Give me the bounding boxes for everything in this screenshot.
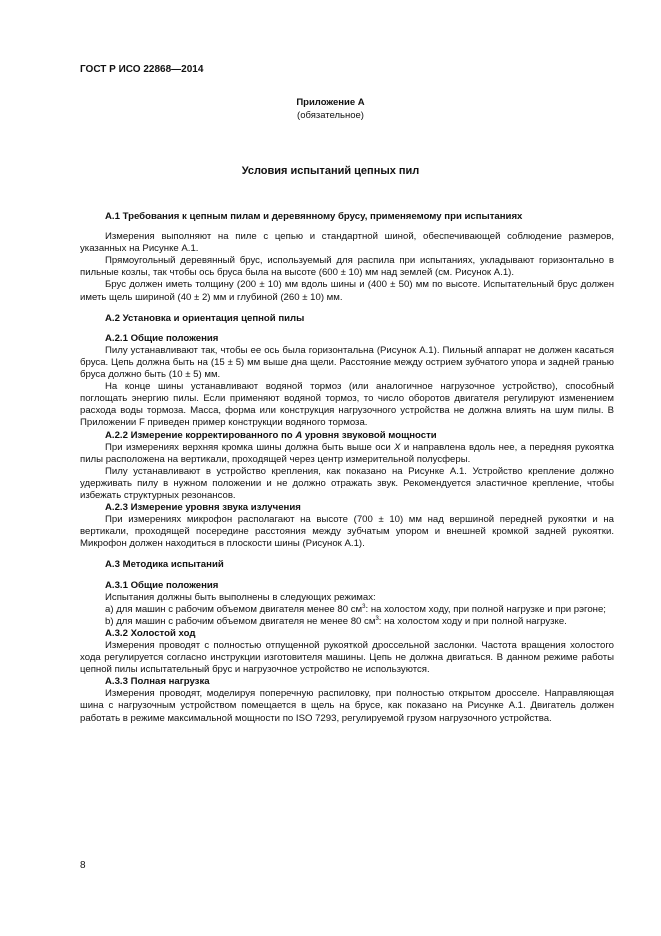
subsection-a2-2-heading <box>80 430 614 442</box>
heading-text: А.2.2 Измерение корректированного по <box>105 429 296 441</box>
paragraph: Измерения проводят с полностью отпущенной рукояткой дроссельной заслонки. Частота вращения холостого хода регулируется согласно инструкции изготовителя машины. Цепь не должна двигаться. В данном режиме работы цепной пилы испытательный брус и нагрузочное устройство не используются. <box>80 640 614 676</box>
text-run: : на холостом ходу и при полной нагрузке. <box>378 615 567 627</box>
subsection-a2-3-heading: А.2.3 Измерение уровня звука излучения <box>105 502 301 514</box>
paragraph: Прямоугольный деревянный брус, используемый для распила при испытаниях, укладывают горизонтально в пильные козлы, так чтобы ось бруса была на высоте (600 ± 10) мм над землей (см. Рисунок А.1). <box>80 255 614 279</box>
heading-text: уровня звуковой мощности <box>302 429 437 441</box>
annex-heading <box>0 96 661 122</box>
section-a1-heading: А.1 Требования к цепным пилам и деревянному брусу, применяемому при испытаниях <box>105 211 523 222</box>
text-run: b) для машин с рабочим объемом двигателя не менее 80 см <box>105 615 376 627</box>
paragraph: На конце шины устанавливают водяной тормоз (или аналогичное нагрузочное устройство), способный поглощать энергию пилы. Если применяют водяной тормоз, то число оборотов двигателя регулируют изменением расхода воды тормоза. Масса, форма или конструкция нагрузочного устройства не должна влиять на шум пилы. В Приложении F приведен пример конструкции водяного тормоза. <box>80 381 614 429</box>
annex-status: (обязательное) <box>297 110 364 121</box>
subsection-a3-2-heading: А.3.2 Холостой ход <box>105 627 196 639</box>
paragraph: Пилу устанавливают в устройство крепления, как показано на Рисунке А.1. Устройство крепление должно удерживать пилу в нужном положении и не должно отражать звук. Рекомендуется эластичное крепление, чтобы избежать структурных резонансов. <box>80 465 614 501</box>
axis-variable: X <box>394 441 401 453</box>
heading-variable: А <box>295 429 303 441</box>
paragraph: Пилу устанавливают так, чтобы ее ось была горизонтальна (Рисунок А.1). Пильный аппарат не должен касаться бруса. Цепь должна быть на (15 ± 5) мм выше дна щели. Расстояние между острием зубчатого упора и задней гранью бруса должно быть (10 ± 5) мм. <box>80 344 614 381</box>
paragraph: При измерениях микрофон располагают на высоте (700 ± 10) мм над вершиной передней рукоятки и на вертикали, проходящей посередине расстояния между зубчатым упором и внешней кромкой задней рукоятки. Микрофон должен находиться в плоскости шины (Рисунок А.1). <box>80 514 614 550</box>
subsection-a3-3-heading: А.3.3 Полная нагрузка <box>105 676 210 688</box>
section-a2-heading: А.2 Установка и ориентация цепной пилы <box>105 312 305 324</box>
page-number: 8 <box>80 860 86 871</box>
subsection-a2-1-heading: А.2.1 Общие положения <box>105 332 219 344</box>
paragraph <box>80 442 614 466</box>
annex-label: Приложение А <box>296 97 365 108</box>
paragraph: Брус должен иметь толщину (200 ± 10) мм вдоль шины и (400 ± 50) мм по высоте. Испытательный брус должен иметь щель шириной (40 ± 2) мм и глубиной (260 ± 10) мм. <box>80 279 614 303</box>
section-a3-heading: А.3 Методика испытаний <box>105 559 224 571</box>
list-item <box>80 616 614 628</box>
list-item <box>80 604 614 616</box>
document-body <box>80 211 614 725</box>
subsection-a3-1-heading: А.3.1 Общие положения <box>105 579 219 591</box>
superscript: 3 <box>375 615 379 622</box>
superscript: 3 <box>362 603 366 610</box>
paragraph: Испытания должны быть выполнены в следующих режимах: <box>105 591 376 603</box>
document-code: ГОСТ Р ИСО 22868—2014 <box>80 64 204 75</box>
text-run: При измерениях верхняя кромка шины должна быть выше оси <box>105 441 395 453</box>
annex-title: Условия испытаний цепных пил <box>241 165 420 177</box>
text-run: : на холостом ходу, при полной нагрузке и при рэгоне; <box>365 603 606 615</box>
text-run: и направлена вдоль нее, а передняя рукоятка пилы расположена на вертикали, проходящей через центр измерительной полусферы. <box>80 441 614 465</box>
paragraph: Измерения проводят, моделируя поперечную распиловку, при полностью открытом дросселе. Направляющая шина с нагрузочным устройством помещается в щель на брусе, как показано на Рисунке А.1. Двигатель должен работать в режиме максимальной мощности по ISO 7293, регулируемой грузом нагрузочного устройства. <box>80 688 614 724</box>
paragraph: Измерения выполняют на пиле с цепью и стандартной шиной, обеспечивающей соблюдение размеров, указанных на Рисунке А.1. <box>80 231 614 255</box>
text-run: а) для машин с рабочим объемом двигателя менее 80 см <box>105 603 363 615</box>
